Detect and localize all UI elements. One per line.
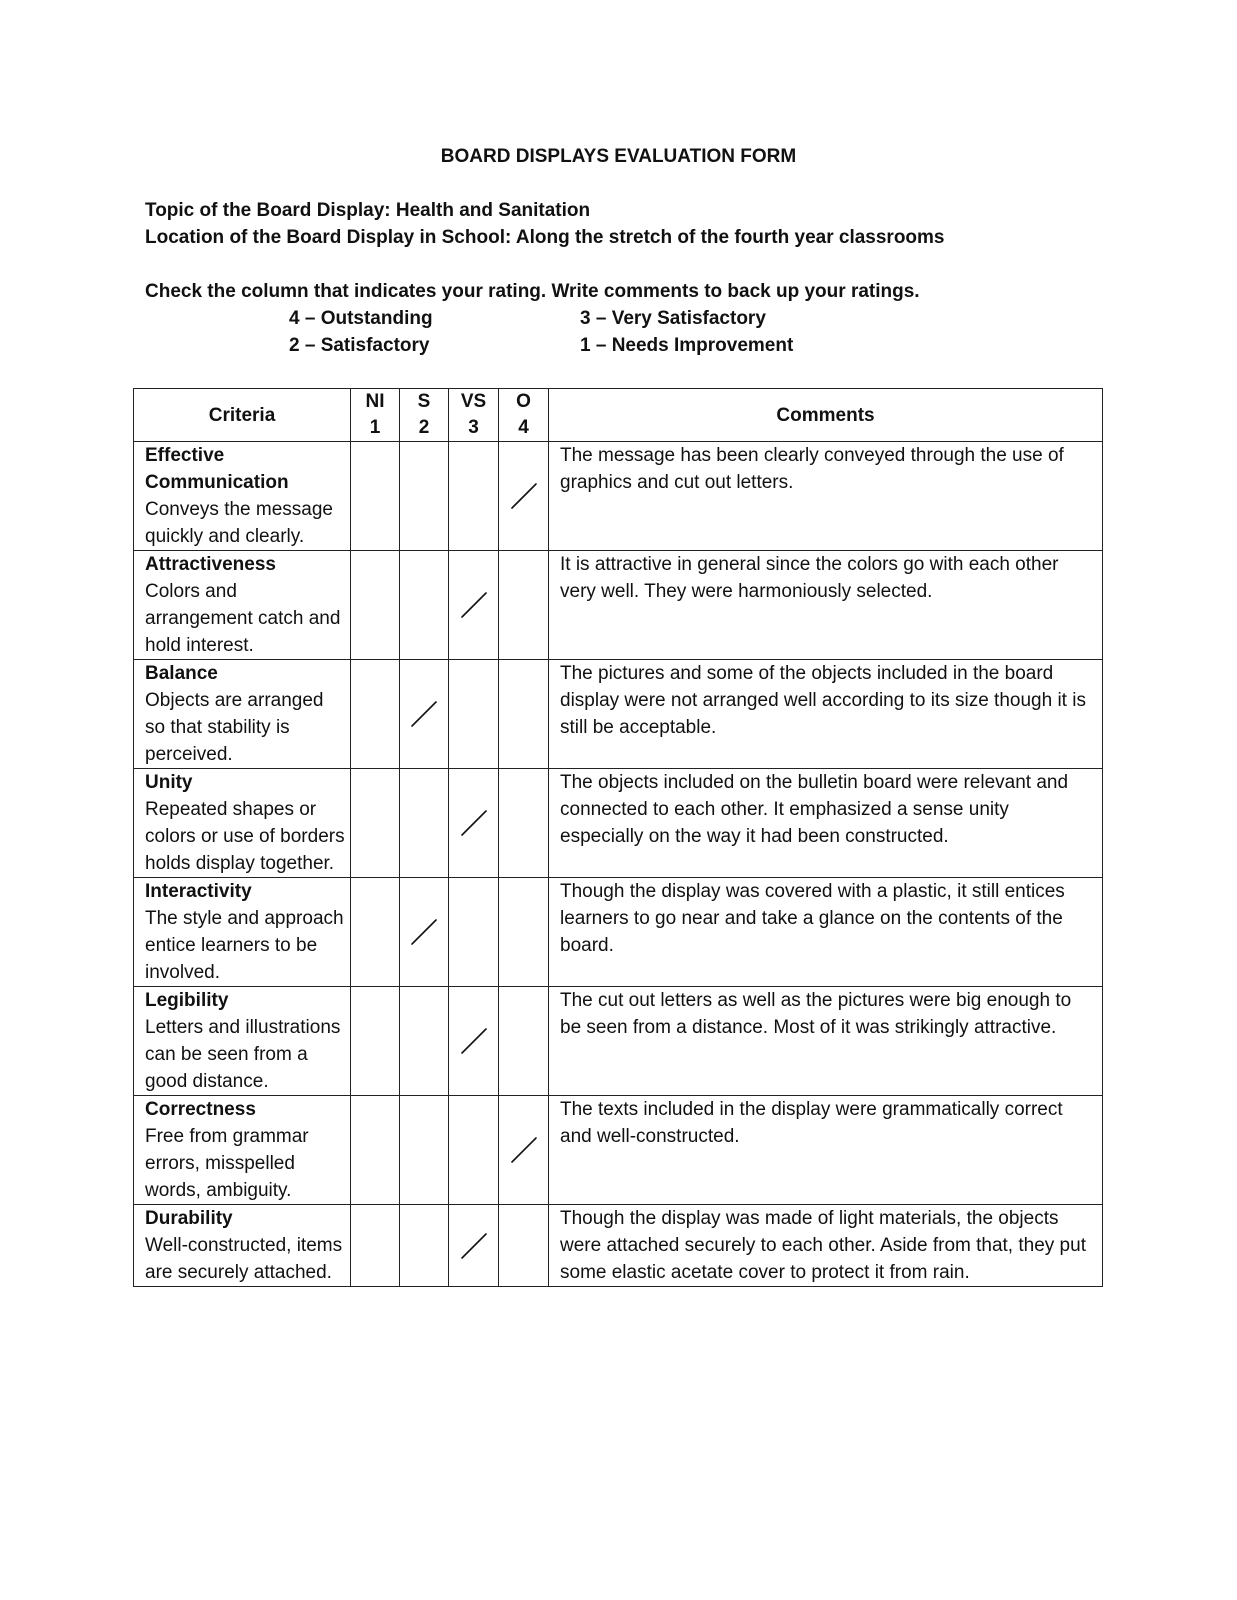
rating-cell-ni[interactable] — [351, 1096, 400, 1205]
criteria-description: Letters and illustrations can be seen from a good distance. — [145, 1017, 341, 1092]
scale-very-satisfactory: 3 – Very Satisfactory — [580, 308, 766, 329]
criteria-row — [134, 878, 1103, 987]
o-header-abbr: O — [516, 391, 531, 412]
comment-cell: Though the display was made of light materials, the objects were attached securely to each other. Aside from that, they put some elastic acetate cover to protect it from rain. — [549, 1205, 1103, 1287]
rating-cell-vs[interactable] — [449, 1096, 499, 1205]
criteria-row — [134, 442, 1103, 551]
scale-satisfactory: 2 – Satisfactory — [289, 335, 430, 356]
criteria-cell — [134, 1096, 351, 1205]
scale-outstanding: 4 – Outstanding — [289, 308, 433, 329]
rating-cell-s[interactable] — [400, 878, 449, 987]
rating-cell-o[interactable] — [499, 878, 549, 987]
vs-header — [449, 389, 499, 442]
slash-check-icon — [449, 1205, 498, 1286]
criteria-row — [134, 769, 1103, 878]
criteria-cell — [134, 660, 351, 769]
form-title: BOARD DISPLAYS EVALUATION FORM — [440, 146, 797, 167]
criteria-name: Effective Communication — [145, 445, 289, 493]
criteria-name: Legibility — [145, 990, 229, 1011]
criteria-row — [134, 660, 1103, 769]
rating-cell-ni[interactable] — [351, 551, 400, 660]
rating-cell-o[interactable] — [499, 551, 549, 660]
comments-header: Comments — [549, 389, 1103, 442]
rating-cell-vs[interactable] — [449, 551, 499, 660]
slash-check-icon — [499, 442, 548, 550]
rating-cell-s[interactable] — [400, 769, 449, 878]
rating-cell-ni[interactable] — [351, 442, 400, 551]
vs-header-abbr: VS — [460, 391, 487, 412]
criteria-description: Colors and arrangement catch and hold interest. — [145, 581, 341, 656]
s-header-abbr: S — [417, 391, 431, 412]
comment-cell: The objects included on the bulletin board were relevant and connected to each other. It emphasized a sense unity especially on the way it had been constructed. — [549, 769, 1103, 878]
rating-cell-vs[interactable] — [449, 660, 499, 769]
criteria-cell — [134, 1205, 351, 1287]
header-row — [134, 389, 1103, 442]
criteria-cell — [134, 878, 351, 987]
ni-header-abbr: NI — [365, 391, 385, 412]
instructions-line: Check the column that indicates your rating. Write comments to back up your ratings. — [145, 281, 920, 302]
criteria-rows — [134, 442, 1103, 1287]
slash-check-icon — [400, 660, 448, 768]
criteria-cell — [134, 769, 351, 878]
comment-cell: The texts included in the display were grammatically correct and well-constructed. — [549, 1096, 1103, 1205]
criteria-description: Objects are arranged so that stability is perceived. — [145, 690, 324, 765]
criteria-description: Well-constructed, items are securely attached. — [145, 1235, 343, 1283]
slash-check-icon — [400, 878, 448, 986]
criteria-description: Free from grammar errors, misspelled words, ambiguity. — [145, 1126, 309, 1201]
criteria-cell — [134, 551, 351, 660]
o-header — [499, 389, 549, 442]
evaluation-table — [133, 388, 1103, 1287]
rating-cell-ni[interactable] — [351, 987, 400, 1096]
comment-cell: The pictures and some of the objects included in the board display were not arranged well according to its size though it is still be acceptable. — [549, 660, 1103, 769]
criteria-row — [134, 1096, 1103, 1205]
comment-cell: Though the display was covered with a plastic, it still entices learners to go near and take a glance on the contents of the board. — [549, 878, 1103, 987]
criteria-name: Balance — [145, 663, 218, 684]
rating-cell-ni[interactable] — [351, 1205, 400, 1287]
comment-cell: The cut out letters as well as the pictures were big enough to be seen from a distance. Most of it was strikingly attractive. — [549, 987, 1103, 1096]
criteria-name: Unity — [145, 772, 193, 793]
vs-header-number: 3 — [468, 417, 479, 438]
rating-cell-ni[interactable] — [351, 660, 400, 769]
rating-cell-o[interactable] — [499, 1096, 549, 1205]
rating-cell-o[interactable] — [499, 1205, 549, 1287]
criteria-header: Criteria — [134, 389, 351, 442]
comment-cell: It is attractive in general since the colors go with each other very well. They were harmoniously selected. — [549, 551, 1103, 660]
o-header-number: 4 — [518, 417, 529, 438]
criteria-description: Repeated shapes or colors or use of borders holds display together. — [145, 799, 345, 874]
criteria-description: The style and approach entice learners to be involved. — [145, 908, 344, 983]
s-header — [400, 389, 449, 442]
rating-cell-s[interactable] — [400, 660, 449, 769]
criteria-row — [134, 987, 1103, 1096]
location-line: Location of the Board Display in School: Along the stretch of the fourth year classrooms — [145, 227, 945, 248]
rating-cell-o[interactable] — [499, 987, 549, 1096]
rating-cell-s[interactable] — [400, 1096, 449, 1205]
rating-cell-vs[interactable] — [449, 442, 499, 551]
slash-check-icon — [449, 987, 498, 1095]
rating-cell-s[interactable] — [400, 551, 449, 660]
criteria-cell — [134, 987, 351, 1096]
slash-check-icon — [449, 551, 498, 659]
rating-cell-s[interactable] — [400, 442, 449, 551]
criteria-description: Conveys the message quickly and clearly. — [145, 499, 333, 547]
rating-cell-ni[interactable] — [351, 878, 400, 987]
rating-cell-o[interactable] — [499, 442, 549, 551]
ni-header-number: 1 — [369, 417, 381, 438]
slash-check-icon — [499, 1096, 548, 1204]
comment-cell: The message has been clearly conveyed through the use of graphics and cut out letters. — [549, 442, 1103, 551]
ni-header — [351, 389, 400, 442]
criteria-row — [134, 1205, 1103, 1287]
rating-cell-s[interactable] — [400, 987, 449, 1096]
criteria-name: Interactivity — [145, 881, 252, 902]
criteria-row — [134, 551, 1103, 660]
criteria-name: Attractiveness — [145, 554, 276, 575]
rating-cell-o[interactable] — [499, 769, 549, 878]
criteria-name: Correctness — [145, 1099, 256, 1120]
rating-cell-vs[interactable] — [449, 1205, 499, 1287]
rating-cell-ni[interactable] — [351, 769, 400, 878]
rating-cell-o[interactable] — [499, 660, 549, 769]
rating-cell-vs[interactable] — [449, 878, 499, 987]
criteria-cell — [134, 442, 351, 551]
slash-check-icon — [449, 769, 498, 877]
scale-needs-improvement: 1 – Needs Improvement — [580, 335, 794, 356]
s-header-number: 2 — [418, 417, 430, 438]
criteria-name: Durability — [145, 1208, 233, 1229]
rating-cell-vs[interactable] — [449, 987, 499, 1096]
rating-cell-vs[interactable] — [449, 769, 499, 878]
topic-line: Topic of the Board Display: Health and Sanitation — [145, 200, 591, 221]
rating-cell-s[interactable] — [400, 1205, 449, 1287]
